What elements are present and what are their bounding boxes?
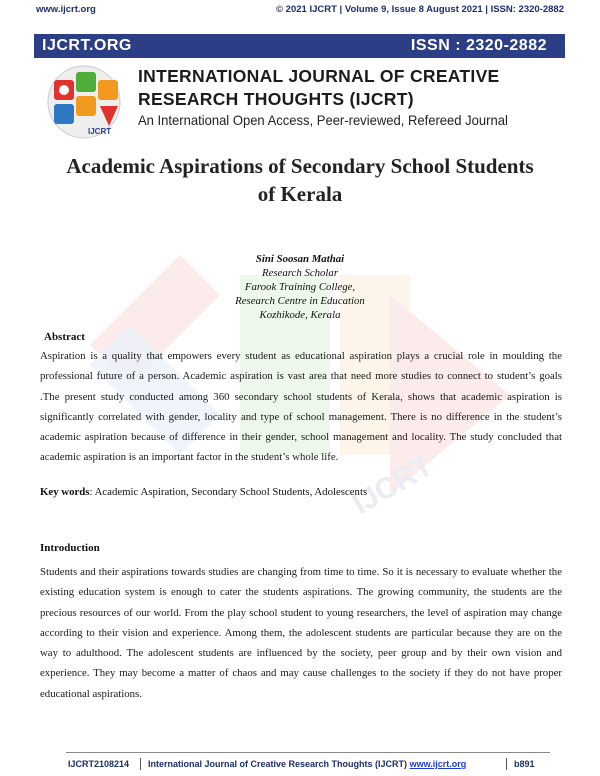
abstract-text: Aspiration is a quality that empowers every student as educational aspiration plays a crucial role in moulding the professional future of a person. Academic aspiration is vast area that need more studies to connect to student’s goals .The present study conducted among 360 secondary school students of Kerala, shows that academic aspiration is significantly correlated with gender, locality and type of school management. There is no difference in the student’s academic aspiration because of difference in their gender, school management and locality. The study concluded that academic aspiration is an important factor in the student’s whole life. xyxy=(40,350,562,464)
journal-logo xyxy=(36,62,132,140)
footer-separator xyxy=(506,758,507,770)
footer-journal-name: International Journal of Creative Research Thoughts (IJCRT) xyxy=(148,759,408,769)
logo-text: IJCRT xyxy=(88,127,112,136)
banner-issn: ISSN : 2320-2882 xyxy=(410,37,547,54)
author-affiliation-2: Research Centre in Education xyxy=(235,295,365,307)
paper-title-line2: of Kerala xyxy=(257,182,343,206)
abstract-heading: Abstract xyxy=(44,331,85,343)
journal-tagline: An International Open Access, Peer-reviewed, Refereed Journal xyxy=(138,112,508,128)
paper-title-line1: Academic Aspirations of Secondary School Students xyxy=(66,154,534,178)
footer-paper-id: IJCRT2108214 xyxy=(68,759,130,769)
issue-info: © 2021 IJCRT | Volume 9, Issue 8 August 2021 | ISSN: 2320-2882 xyxy=(276,4,564,15)
footer-page-number: b891 xyxy=(514,759,535,769)
author-affiliation-1: Farook Training College, xyxy=(244,281,356,293)
logo-star-tile xyxy=(98,80,118,100)
author-role: Research Scholar xyxy=(261,267,339,279)
footer-rule xyxy=(66,752,550,753)
footer-url[interactable]: www.ijcrt.org xyxy=(409,759,467,769)
site-url[interactable]: www.ijcrt.org xyxy=(36,4,96,15)
keywords-label: Key words xyxy=(40,486,90,498)
logo-cap-tile xyxy=(54,104,74,124)
author-name: Sini Soosan Mathai xyxy=(255,253,345,265)
introduction-heading: Introduction xyxy=(40,542,100,554)
keywords-text: : Academic Aspiration, Secondary School Students, Adolescents xyxy=(89,486,368,498)
banner-site: IJCRT.ORG xyxy=(42,37,132,54)
journal-banner xyxy=(34,34,565,58)
journal-name-line2: RESEARCH THOUGHTS (IJCRT) xyxy=(138,89,414,109)
keywords xyxy=(40,486,367,498)
journal-name-line1: INTERNATIONAL JOURNAL OF CREATIVE xyxy=(138,66,500,86)
introduction-text: Students and their aspirations towards studies are changing from time to time. So it is necessary to evaluate whether the existing education system is enough to cater the students aspirations. The growing community, the students are the precious resources of our world. From the play school student to young researchers, the level of aspiration may change according to their vision and experience. Among them, the adolescent students are particular because they are on the way to adulthood. The adolescent students are influenced by the society, peer group and by their own vision and experience. They may become a matter of chaos and may cause challenges to the society if they do not have proper educational aspirations. xyxy=(40,566,562,700)
author-affiliation-3: Kozhikode, Kerala xyxy=(259,309,341,321)
footer-separator xyxy=(140,758,141,770)
footer-journal xyxy=(148,759,466,769)
watermark-text: IJCRT xyxy=(347,449,439,522)
logo-leaf-tile xyxy=(76,72,96,92)
